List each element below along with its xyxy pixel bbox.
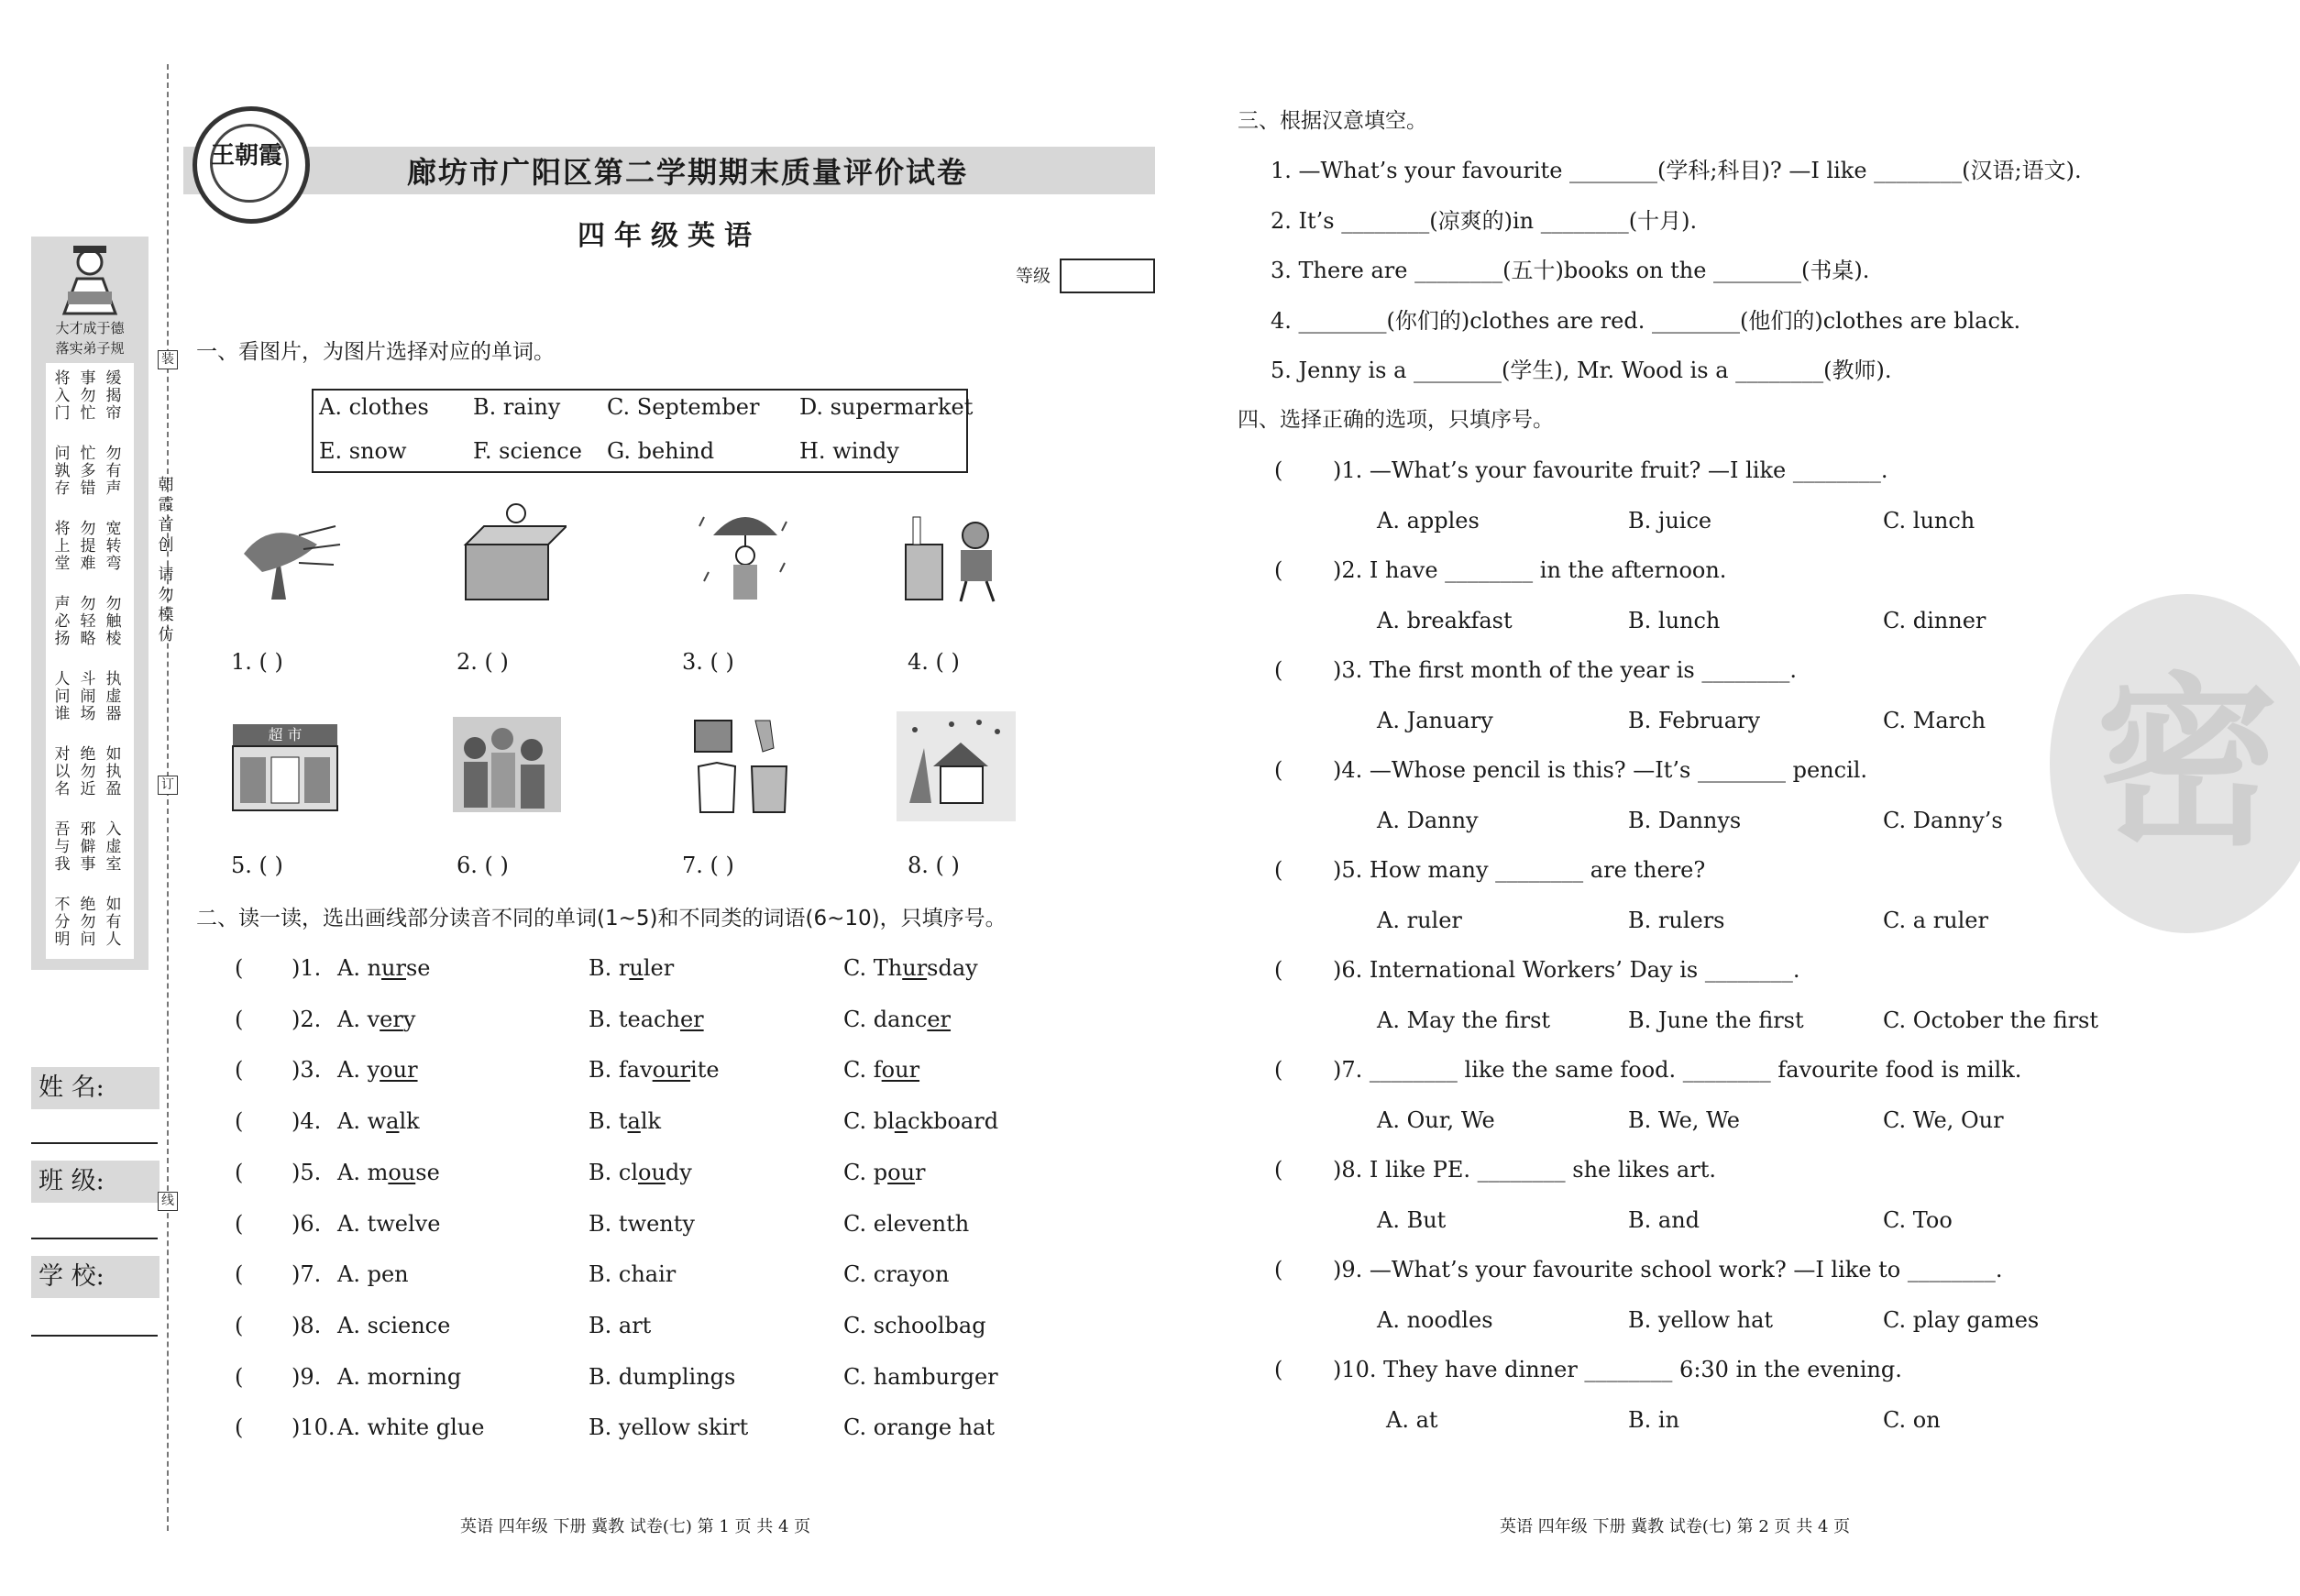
- option-a: A. Our, We: [1377, 1106, 1495, 1133]
- fold-mark: 订: [158, 776, 178, 795]
- option-a: A. mouse: [337, 1159, 440, 1185]
- option-b: B. June the first: [1628, 1007, 1804, 1033]
- answer-paren[interactable]: (: [235, 1006, 244, 1032]
- rule-phrase: 入 虚 室: [105, 820, 122, 874]
- question-stem: )7. ________ like the same food. ________ favourite food is milk.: [1333, 1057, 2022, 1083]
- option-b: B. art: [589, 1312, 652, 1338]
- answer-paren[interactable]: (: [235, 1057, 244, 1084]
- question-stem: )2. I have ________ in the afternoon.: [1333, 557, 1727, 583]
- option-c: C. schoolbag: [843, 1312, 986, 1338]
- option-b: B. in: [1628, 1406, 1680, 1433]
- question-number: )1.: [292, 955, 322, 981]
- rule-phrase: 邪 僻 事: [80, 820, 96, 874]
- question-stem: )9. —What’s your favourite school work? —I like to ________.: [1333, 1257, 2003, 1282]
- option-c: C. blackboard: [843, 1108, 999, 1135]
- sidebar-tag: 勿: [158, 586, 174, 604]
- sidebar-tag: 仿: [158, 626, 174, 644]
- sidebar-tag: 首: [158, 516, 174, 534]
- option-a: A. noodles: [1377, 1306, 1493, 1333]
- school-label: 学 校:: [31, 1256, 160, 1298]
- answer-paren[interactable]: (: [235, 1108, 244, 1135]
- rainy-boy-icon: [686, 499, 805, 609]
- option-b: B. yellow skirt: [589, 1414, 749, 1441]
- supermarket-sign: 超 市: [268, 726, 303, 743]
- option-c: C. Danny’s: [1883, 807, 2003, 833]
- class-field[interactable]: [31, 1238, 158, 1239]
- answer-paren[interactable]: (: [1274, 957, 1283, 983]
- rule-phrase: 缓 揭 帘: [105, 369, 122, 423]
- option-a: A. breakfast: [1377, 607, 1513, 633]
- answer-paren[interactable]: (: [1274, 757, 1283, 783]
- rule-phrase: 勿 有 声: [105, 445, 122, 498]
- word-bank-item: A. clothes: [319, 394, 429, 420]
- word-bank-item: C. September: [607, 394, 760, 420]
- answer-paren[interactable]: (: [1274, 1257, 1283, 1282]
- fill-in-line: 2. It’s ________(凉爽的)in ________(十月).: [1271, 207, 1698, 234]
- motto-line-1: 大才成于德: [55, 320, 125, 336]
- logo-text: 王朝霞: [210, 142, 282, 170]
- option-b: B. yellow hat: [1628, 1306, 1774, 1333]
- question-stem: )4. —Whose pencil is this? —It’s ________ pencil.: [1333, 757, 1868, 783]
- picture-answer-slot[interactable]: 6. ( ): [457, 853, 509, 878]
- answer-paren[interactable]: (: [1274, 1357, 1283, 1382]
- option-a: A. nurse: [337, 955, 431, 981]
- footer-page-1: 英语 四年级 下册 冀教 试卷(七) 第 1 页 共 4 页: [460, 1517, 811, 1536]
- question-number: )8.: [292, 1312, 322, 1338]
- fill-in-line: 3. There are ________(五十)books on the ________(书桌).: [1271, 258, 1870, 283]
- question-stem: )1. —What’s your favourite fruit? —I like ________.: [1333, 457, 1888, 483]
- rule-phrase: 宽 转 弯: [105, 520, 122, 573]
- rule-phrase: 执 虚 器: [105, 670, 122, 723]
- option-a: A. twelve: [337, 1210, 441, 1237]
- option-a: A. very: [337, 1006, 416, 1032]
- answer-paren[interactable]: (: [1274, 857, 1283, 883]
- answer-paren[interactable]: (: [235, 1261, 244, 1288]
- fill-in-line: 4. ________(你们的)clothes are red. ________(他们的)clothes are black.: [1271, 307, 2021, 334]
- picture-answer-slot[interactable]: 7. ( ): [682, 853, 734, 878]
- option-b: B. talk: [589, 1108, 662, 1135]
- snow-house-icon: [897, 711, 1016, 821]
- rule-phrase: 吾 与 我: [54, 820, 71, 874]
- option-c: C. We, Our: [1883, 1106, 2004, 1133]
- rule-phrase: 忙 多 错: [80, 445, 96, 498]
- option-c: C. Thursday: [843, 955, 978, 981]
- binding-dashed-line: [167, 64, 169, 1531]
- name-label: 姓 名:: [31, 1067, 160, 1109]
- option-b: B. rulers: [1628, 907, 1725, 933]
- rule-phrase: 声 必 扬: [54, 595, 71, 648]
- answer-paren[interactable]: (: [1274, 557, 1283, 583]
- option-b: B. February: [1628, 707, 1761, 733]
- sidebar-tag: 请: [158, 566, 174, 584]
- sidebar-tag: 创: [158, 536, 174, 555]
- fold-mark: 装: [158, 350, 178, 369]
- option-a: A. apples: [1377, 507, 1480, 534]
- option-c: C. eleventh: [843, 1210, 970, 1237]
- rule-phrase: 人 问 谁: [54, 670, 71, 723]
- option-b: B. twenty: [589, 1210, 695, 1237]
- windy-tree-icon: [226, 499, 345, 609]
- option-b: B. teacher: [589, 1006, 704, 1032]
- fill-in-line: 1. —What’s your favourite ________(学科;科目)? —I like ________(汉语;语文).: [1271, 158, 2082, 183]
- section1-heading: 一、看图片，为图片选择对应的单词。: [196, 340, 555, 364]
- page-title: 廊坊市广阳区第二学期期末质量评价试卷: [406, 155, 968, 190]
- option-c: C. on: [1883, 1406, 1941, 1433]
- question-stem: )10. They have dinner ________ 6:30 in the evening.: [1333, 1357, 1902, 1382]
- clothes-icon: [686, 711, 805, 821]
- rule-phrase: 勿 提 难: [80, 520, 96, 573]
- option-c: C. orange hat: [843, 1414, 996, 1441]
- option-c: C. March: [1883, 707, 1986, 733]
- question-stem: )6. International Workers’ Day is ________.: [1333, 957, 1800, 983]
- answer-paren[interactable]: (: [235, 1159, 244, 1185]
- name-field[interactable]: [31, 1142, 158, 1144]
- rule-phrase: 绝 勿 问: [80, 896, 96, 949]
- option-a: A. January: [1377, 707, 1493, 733]
- option-a: A. white glue: [337, 1414, 485, 1441]
- rule-phrase: 勿 轻 略: [80, 595, 96, 648]
- binding-sidebar: [31, 237, 149, 970]
- option-c: C. October the first: [1883, 1007, 2099, 1033]
- option-b: B. and: [1628, 1206, 1700, 1233]
- question-stem: )8. I like PE. ________ she likes art.: [1333, 1157, 1716, 1183]
- option-a: A. pen: [337, 1261, 409, 1288]
- option-c: C. hamburger: [843, 1363, 998, 1390]
- option-a: A. your: [337, 1057, 418, 1084]
- option-b: B. favourite: [589, 1057, 720, 1084]
- option-b: B. We, We: [1628, 1106, 1740, 1133]
- science-lab-icon: [897, 499, 1016, 609]
- option-c: C. lunch: [1883, 507, 1975, 534]
- option-b: B. ruler: [589, 955, 675, 981]
- option-b: B. cloudy: [589, 1159, 692, 1185]
- option-a: A. Danny: [1377, 807, 1479, 833]
- question-stem: )3. The first month of the year is ________.: [1333, 657, 1797, 683]
- option-b: B. lunch: [1628, 607, 1721, 633]
- answer-paren[interactable]: (: [235, 1210, 244, 1237]
- option-b: B. chair: [589, 1261, 677, 1288]
- option-a: A. walk: [337, 1108, 420, 1135]
- picture-answer-slot[interactable]: 5. ( ): [231, 853, 283, 878]
- word-bank-item: H. windy: [799, 438, 899, 464]
- rule-phrase: 斗 闹 场: [80, 670, 96, 723]
- question-number: )6.: [292, 1210, 322, 1237]
- rule-phrase: 事 勿 忙: [80, 369, 96, 423]
- rule-phrase: 对 以 名: [54, 745, 71, 798]
- rule-phrase: 将 入 门: [54, 369, 71, 423]
- grade-label: 等级: [1016, 266, 1051, 286]
- option-a: A. at: [1386, 1406, 1438, 1433]
- picture-answer-slot[interactable]: 8. ( ): [908, 853, 960, 878]
- option-c: C. Too: [1883, 1206, 1953, 1233]
- motto-line-2: 落实弟子规: [55, 340, 125, 357]
- question-number: )9.: [292, 1363, 322, 1390]
- option-c: C. play games: [1883, 1306, 2040, 1333]
- supermarket-icon: [226, 711, 345, 821]
- fold-mark: 线: [158, 1192, 178, 1211]
- picture-answer-slot[interactable]: 1. ( ): [231, 649, 283, 675]
- option-b: B. dumplings: [589, 1363, 736, 1390]
- section4-heading: 四、选择正确的选项，只填序号。: [1238, 408, 1554, 432]
- class-label: 班 级:: [31, 1161, 160, 1203]
- option-c: C. pour: [843, 1159, 926, 1185]
- option-b: B. juice: [1628, 507, 1712, 534]
- word-bank-item: B. rainy: [473, 394, 561, 420]
- option-a: A. May the first: [1377, 1007, 1551, 1033]
- picture-answer-slot[interactable]: 2. ( ): [457, 649, 509, 675]
- rule-phrase: 问 孰 存: [54, 445, 71, 498]
- fill-in-line: 5. Jenny is a ________(学生), Mr. Wood is a ________(教师).: [1271, 358, 1892, 383]
- scholar-icon: [59, 242, 121, 315]
- option-a: A. science: [337, 1312, 451, 1338]
- option-c: C. four: [843, 1057, 920, 1084]
- rule-phrase: 不 分 明: [54, 896, 71, 949]
- rule-phrase: 如 执 盈: [105, 745, 122, 798]
- answer-paren[interactable]: (: [1274, 1157, 1283, 1183]
- picture-answer-slot[interactable]: 3. ( ): [682, 649, 734, 675]
- school-field[interactable]: [31, 1335, 158, 1337]
- question-number: )2.: [292, 1006, 322, 1032]
- rule-phrase: 勿 触 棱: [105, 595, 122, 648]
- answer-paren[interactable]: (: [1274, 1057, 1283, 1083]
- section3-heading: 三、根据汉意填空。: [1238, 109, 1427, 133]
- box-behind-icon: [447, 499, 567, 609]
- sidebar-tag: 模: [158, 606, 174, 624]
- answer-paren[interactable]: (: [1274, 657, 1283, 683]
- option-a: A. But: [1377, 1206, 1447, 1233]
- option-c: C. a ruler: [1883, 907, 1988, 933]
- word-bank-item: D. supermarket: [799, 394, 974, 420]
- answer-paren[interactable]: (: [235, 1363, 244, 1390]
- word-bank-item: G. behind: [607, 438, 715, 464]
- footer-page-2: 英语 四年级 下册 冀教 试卷(七) 第 2 页 共 4 页: [1500, 1517, 1851, 1536]
- question-number: )4.: [292, 1108, 322, 1135]
- sidebar-tag: 朝: [158, 476, 174, 494]
- picture-answer-slot[interactable]: 4. ( ): [908, 649, 960, 675]
- seal-glyph: 密: [2096, 655, 2280, 871]
- option-b: B. Dannys: [1628, 807, 1742, 833]
- option-a: A. morning: [337, 1363, 462, 1390]
- word-bank-item: F. science: [473, 438, 582, 464]
- answer-paren[interactable]: (: [1274, 457, 1283, 483]
- answer-paren[interactable]: (: [235, 955, 244, 981]
- question-number: )3.: [292, 1057, 322, 1084]
- option-a: A. ruler: [1377, 907, 1462, 933]
- question-number: )7.: [292, 1261, 322, 1288]
- answer-paren[interactable]: (: [235, 1312, 244, 1338]
- grade-box[interactable]: [1060, 259, 1155, 293]
- option-c: C. dancer: [843, 1006, 952, 1032]
- page-subtitle: 四年级英语: [578, 220, 761, 252]
- section2-heading: 二、读一读，选出画线部分读音不同的单词(1~5)和不同类的词语(6~10)，只填序号。: [196, 907, 1007, 930]
- confidential-seal: [2050, 594, 2300, 933]
- rule-phrase: 将 上 堂: [54, 520, 71, 573]
- rule-phrase: 如 有 人: [105, 896, 122, 949]
- option-c: C. crayon: [843, 1261, 950, 1288]
- crowd-icon: [447, 711, 567, 821]
- word-bank-item: E. snow: [319, 438, 407, 464]
- sidebar-tag: 霞: [158, 496, 174, 514]
- rule-phrase: 绝 勿 近: [80, 745, 96, 798]
- rules-panel: [46, 363, 134, 959]
- question-number: )10.: [292, 1414, 336, 1441]
- question-number: )5.: [292, 1159, 322, 1185]
- answer-paren[interactable]: (: [235, 1414, 244, 1441]
- question-stem: )5. How many ________ are there?: [1333, 857, 1706, 883]
- option-c: C. dinner: [1883, 607, 1986, 633]
